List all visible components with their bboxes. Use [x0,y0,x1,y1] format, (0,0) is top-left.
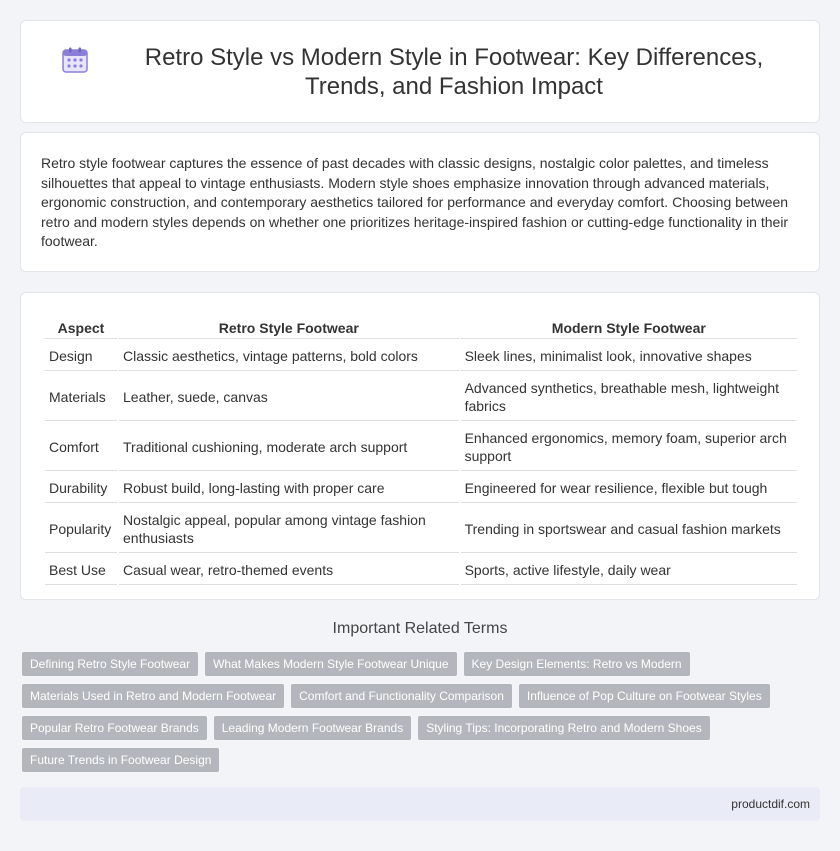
table-row [45,473,797,503]
table-row [45,341,797,371]
related-term-tag[interactable]: Styling Tips: Incorporating Retro and Modern Shoes [418,716,709,740]
retro-cell: Classic aesthetics, vintage patterns, bold colors [119,341,459,371]
retro-cell: Leather, suede, canvas [119,373,459,421]
aspect-cell: Best Use [45,555,117,585]
related-term-tag[interactable]: Leading Modern Footwear Brands [214,716,411,740]
table-row [45,555,797,585]
table-row [45,423,797,471]
table-row [45,505,797,553]
related-term-tag[interactable]: Future Trends in Footwear Design [22,748,219,772]
calendar-icon [61,46,89,74]
related-terms-title: Important Related Terms [332,620,508,637]
related-term-tag[interactable]: Materials Used in Retro and Modern Footwear [22,684,284,708]
aspect-cell: Design [45,341,117,371]
related-term-tag[interactable]: Key Design Elements: Retro vs Modern [464,652,690,676]
intro-card [20,132,820,272]
column-header-modern: Modern Style Footwear [461,317,797,339]
modern-cell: Advanced synthetics, breathable mesh, lightweight fabrics [461,373,797,421]
related-term-tag[interactable]: Defining Retro Style Footwear [22,652,198,676]
modern-cell: Sleek lines, minimalist look, innovative shapes [461,341,797,371]
related-term-tag[interactable]: Comfort and Functionality Comparison [291,684,512,708]
retro-cell: Nostalgic appeal, popular among vintage fashion enthusiasts [119,505,459,553]
retro-cell: Robust build, long-lasting with proper care [119,473,459,503]
related-term-tag[interactable]: Influence of Pop Culture on Footwear Styles [519,684,770,708]
modern-cell: Enhanced ergonomics, memory foam, superior arch support [461,423,797,471]
related-term-tag[interactable]: Popular Retro Footwear Brands [22,716,207,740]
retro-cell: Traditional cushioning, moderate arch support [119,423,459,471]
table-header-row [45,317,797,339]
column-header-aspect: Aspect [45,317,117,339]
aspect-cell: Popularity [45,505,117,553]
intro-paragraph: Retro style footwear captures the essence of past decades with classic designs, nostalgic color palettes, and timeless silhouettes that appeal to vintage enthusiasts. Modern style shoes emphasize innovation through advanced materials, ergonomic construction, and contemporary aesthetics tailored for performance and everyday comfort. Choosing between retro and modern styles depends on whether one prioritizes heritage-inspired fashion or cutting-edge functionality in their footwear. [41,155,789,250]
related-term-tag[interactable]: What Makes Modern Style Footwear Unique [205,652,456,676]
aspect-cell: Comfort [45,423,117,471]
aspect-cell: Durability [45,473,117,503]
retro-cell: Casual wear, retro-themed events [119,555,459,585]
comparison-card [20,292,820,600]
footer-site-link[interactable]: productdif.com [731,797,810,811]
column-header-retro: Retro Style Footwear [119,317,459,339]
footer [20,787,820,821]
comparison-table [43,315,799,587]
modern-cell: Engineered for wear resilience, flexible but tough [461,473,797,503]
aspect-cell: Materials [45,373,117,421]
related-terms-list [22,652,782,780]
modern-cell: Sports, active lifestyle, daily wear [461,555,797,585]
header-card [20,20,820,123]
modern-cell: Trending in sportswear and casual fashion markets [461,505,797,553]
table-row [45,373,797,421]
page-title: Retro Style vs Modern Style in Footwear: Key Differences, Trends, and Fashion Impact [144,44,764,100]
